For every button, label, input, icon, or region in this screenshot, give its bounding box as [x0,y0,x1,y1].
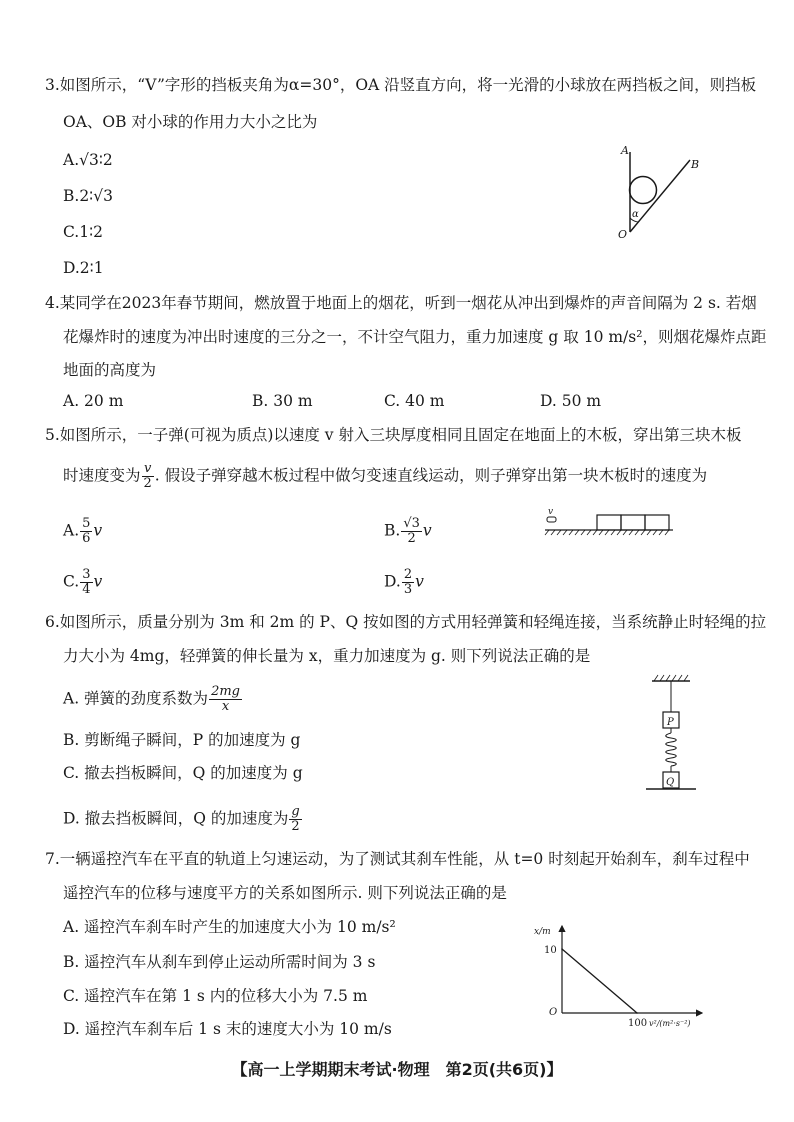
q6-option-d: D. 撤去挡板瞬间，Q 的加速度为 $\frac{g}{2}$ [63,804,300,834]
q5-bullet-boards-figure [545,505,675,535]
y-axis-label: x/m [534,927,551,937]
q3-label-alpha: α [632,209,639,220]
q3-label-a: A [621,144,629,157]
q3-label-o: O [618,228,628,241]
q6-label-q: Q [666,777,675,788]
q3-option-b: B.2∶√3 [63,187,113,205]
q3-stem-line-1: 3.如图所示，“V”字形的挡板夹角为α=30°，OA 沿竖直方向，将一光滑的小球放在两挡板之间，则挡板 [45,76,757,94]
q5-option-a: A. $\frac{5}{6}$ v [63,516,103,546]
q7-option-b: B. 遥控汽车从刹车到停止运动所需时间为 3 s [63,953,376,971]
q4-option-b: B. 30 m [252,392,313,410]
q3-option-d: D.2∶1 [63,259,104,277]
q5-option-d: D. $\frac{2}{3}$ v [384,567,424,597]
q5-label-v: v [548,507,554,517]
q5-stem-fraction: $\frac{v}{2}$ [143,461,152,491]
q6-option-a: A. 弹簧的劲度系数为 $\frac{2mg}{x}$ [63,684,240,714]
origin-label: O [549,1007,558,1018]
data-point [561,948,563,950]
page-footer: 【高一上学期期末考试·物理 第2页(共6页)】 [231,1060,563,1079]
chart-series [561,948,638,1014]
q4-stem-line-2: 花爆炸时的速度为冲出时速度的三分之一，不计空气阻力，重力加速度 g 取 10 m/s²，则烟花爆炸点距 [63,328,767,346]
q5-stem-line-2: 时速度变为 $\frac{v}{2}$ . 假设子弹穿越木板过程中做匀变速直线运动，则子弹穿出第一块木板时的速度为 [63,461,708,491]
q7-option-d: D. 遥控汽车刹车后 1 s 末的速度大小为 10 m/s [63,1020,392,1038]
q3-v-board-figure [612,140,712,240]
q6-stem-line-1: 6.如图所示，质量分别为 3m 和 2m 的 P、Q 按如图的方式用轻弹簧和轻绳连接，当系统静止时轻绳的拉 [45,613,767,631]
q3-option-c: C.1∶2 [63,223,103,241]
q5-option-c: C. $\frac{3}{4}$ v [63,567,103,597]
q7-option-c: C. 遥控汽车在第 1 s 内的位移大小为 7.5 m [63,987,368,1005]
q5-stem-line-1: 5.如图所示，一子弹(可视为质点)以速度 v 射入三块厚度相同且固定在地面上的木板，穿出第三块木板 [45,426,742,444]
q5-option-b: B. $\frac{√3}{2}$ v [384,516,432,546]
q6-spring-figure [640,675,700,795]
data-point [636,1012,638,1014]
series-line [562,949,637,1013]
q6-option-c: C. 撤去挡板瞬间，Q 的加速度为 g [63,764,303,782]
q6-stem-line-2: 力大小为 4mg，轻弹簧的伸长量为 x，重力加速度为 g. 则下列说法正确的是 [63,647,591,665]
q3-option-a: A.√3∶2 [63,151,113,169]
q4-option-a: A. 20 m [63,392,124,410]
q4-option-d: D. 50 m [540,392,602,410]
q3-stem-line-2: OA、OB 对小球的作用力大小之比为 [63,113,318,131]
q3-label-b: B [691,158,700,171]
q6-option-b: B. 剪断绳子瞬间，P 的加速度为 g [63,731,301,749]
q6-label-p: P [667,717,674,728]
y-tick-label: 10 [544,945,557,956]
q7-displacement-velocity-chart [530,920,710,1035]
q4-stem-line-3: 地面的高度为 [63,361,157,379]
q4-stem-line-1: 4.某同学在2023年春节期间，燃放置于地面上的烟花，听到一烟花从冲出到爆炸的声音间隔为 2 s. 若烟 [45,294,757,312]
q4-option-c: C. 40 m [384,392,445,410]
q7-stem-line-2: 遥控汽车的位移与速度平方的关系如图所示. 则下列说法正确的是 [63,884,507,902]
x-axis-label: v²/(m²·s⁻²) [649,1019,691,1028]
q7-option-a: A. 遥控汽车刹车时产生的加速度大小为 10 m/s² [63,918,396,936]
q7-stem-line-1: 7.一辆遥控汽车在平直的轨道上匀速运动，为了测试其刹车性能，从 t=0 时刻起开始刹车，刹车过程中 [45,850,750,868]
x-tick-label: 100 [628,1018,648,1029]
